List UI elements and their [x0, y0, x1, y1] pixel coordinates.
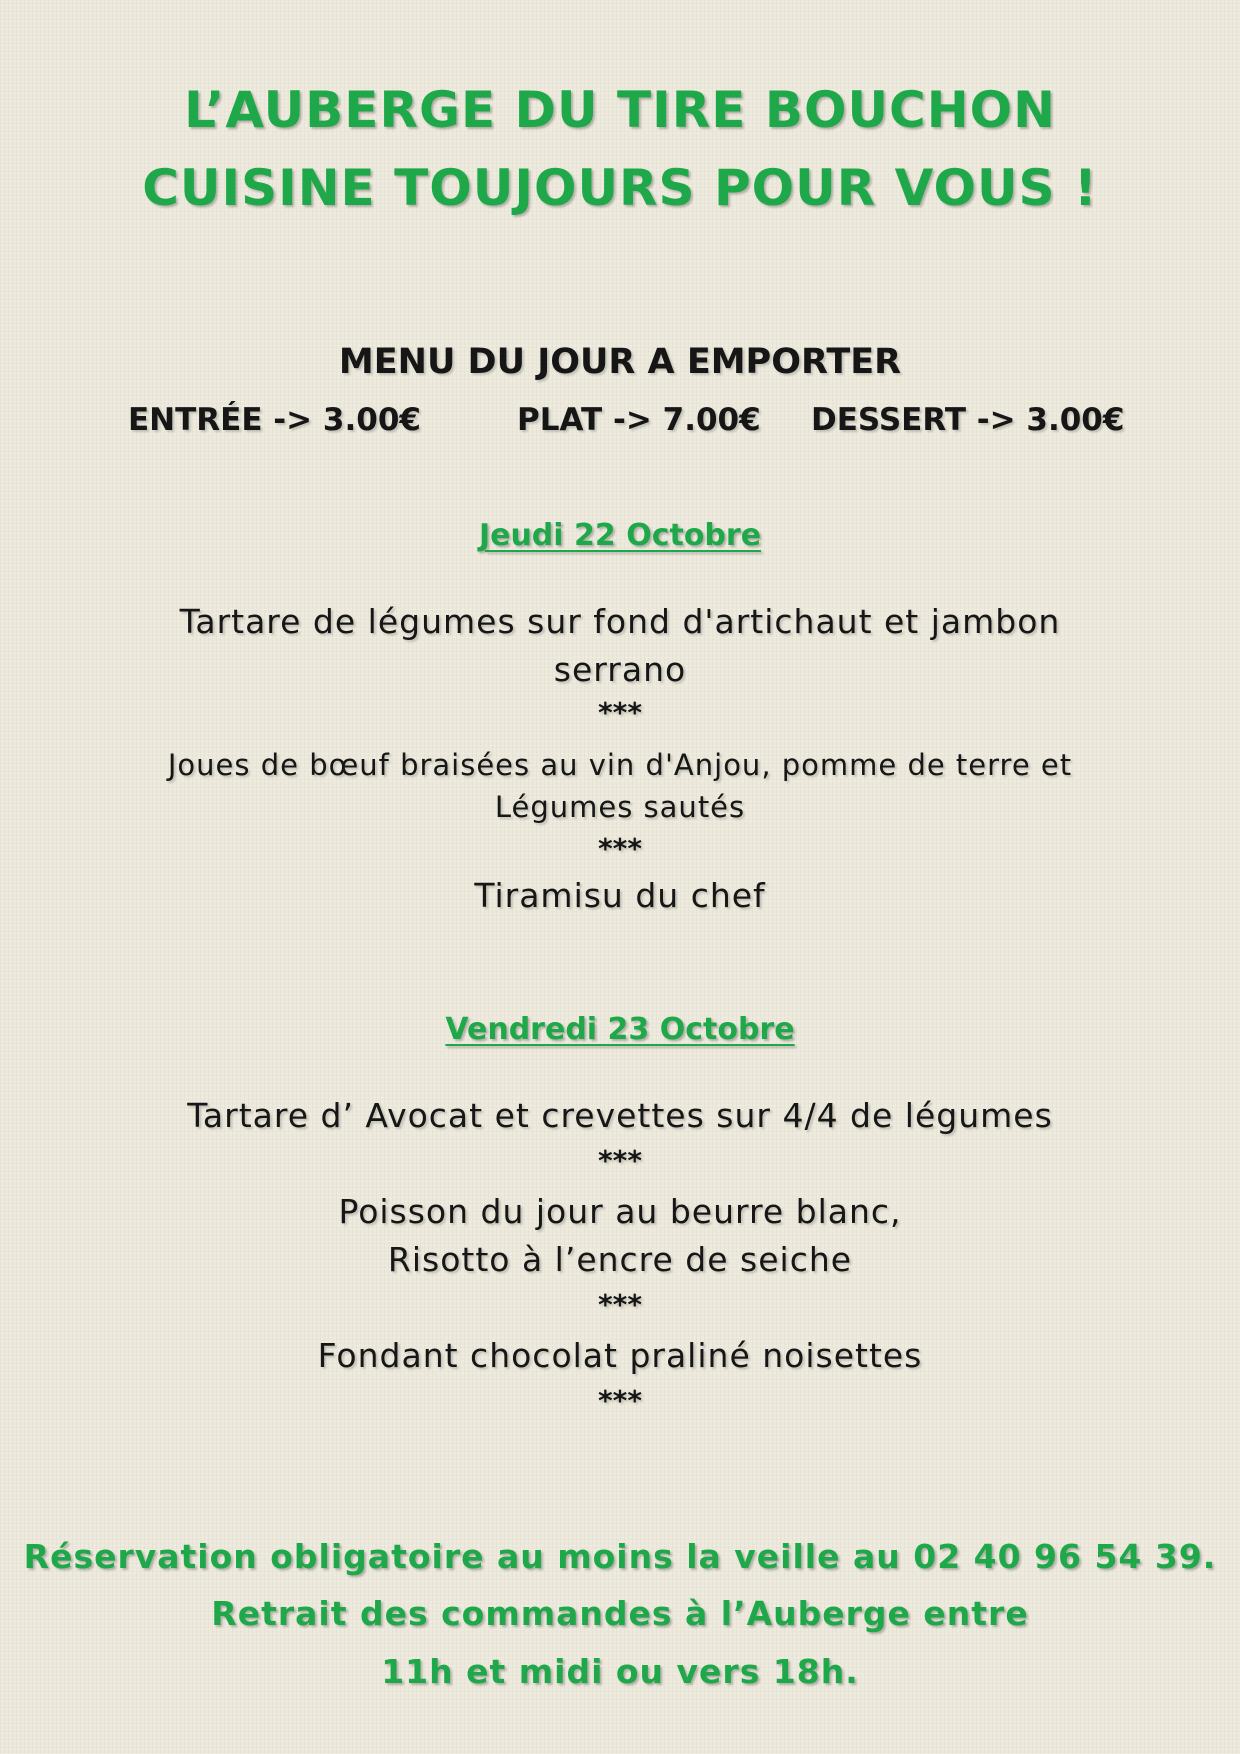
price-dessert: DESSERT -> 3.00€ — [811, 402, 1125, 438]
footer-pickup: Retrait des commandes à l’Auberge entre — [211, 1594, 1029, 1633]
day2-separator-3: *** — [598, 1384, 642, 1417]
title-line-2: CUISINE TOUJOURS POUR VOUS ! — [142, 159, 1098, 217]
footer-reservation: Réservation obligatoire au moins la veille au 02 40 96 54 39. — [23, 1537, 1217, 1576]
day1-entree-line2: serrano — [553, 650, 687, 689]
day1-plat-line1: Joues de bœuf braisées au vin d'Anjou, pomme de terre et — [167, 748, 1073, 782]
price-plat: PLAT -> 7.00€ — [517, 402, 761, 438]
title-line-1: L’AUBERGE DU TIRE BOUCHON — [184, 81, 1056, 139]
price-entree: ENTRÉE -> 3.00€ — [128, 402, 421, 438]
day1-separator-1: *** — [598, 696, 642, 729]
menu-heading: MENU DU JOUR A EMPORTER — [338, 342, 902, 382]
day-heading-jeudi: Jeudi 22 Octobre — [478, 518, 762, 553]
day1-dessert: Tiramisu du chef — [474, 876, 766, 915]
day2-entree: Tartare d’ Avocat et crevettes sur 4/4 de légumes — [187, 1096, 1053, 1135]
day2-plat-line2: Risotto à l’encre de seiche — [387, 1240, 853, 1279]
day2-separator-2: *** — [598, 1288, 642, 1321]
day1-entree-line1: Tartare de légumes sur fond d'artichaut et jambon — [179, 602, 1061, 641]
price-row — [0, 398, 1240, 442]
day-heading-vendredi: Vendredi 23 Octobre — [445, 1012, 795, 1047]
day2-plat-line1: Poisson du jour au beurre blanc, — [338, 1192, 902, 1231]
day1-plat-line2: Légumes sautés — [494, 790, 746, 824]
day2-separator-1: *** — [598, 1144, 642, 1177]
day2-dessert: Fondant chocolat praliné noisettes — [317, 1336, 923, 1375]
day1-separator-2: *** — [598, 832, 642, 865]
footer-hours: 11h et midi ou vers 18h. — [381, 1652, 859, 1691]
